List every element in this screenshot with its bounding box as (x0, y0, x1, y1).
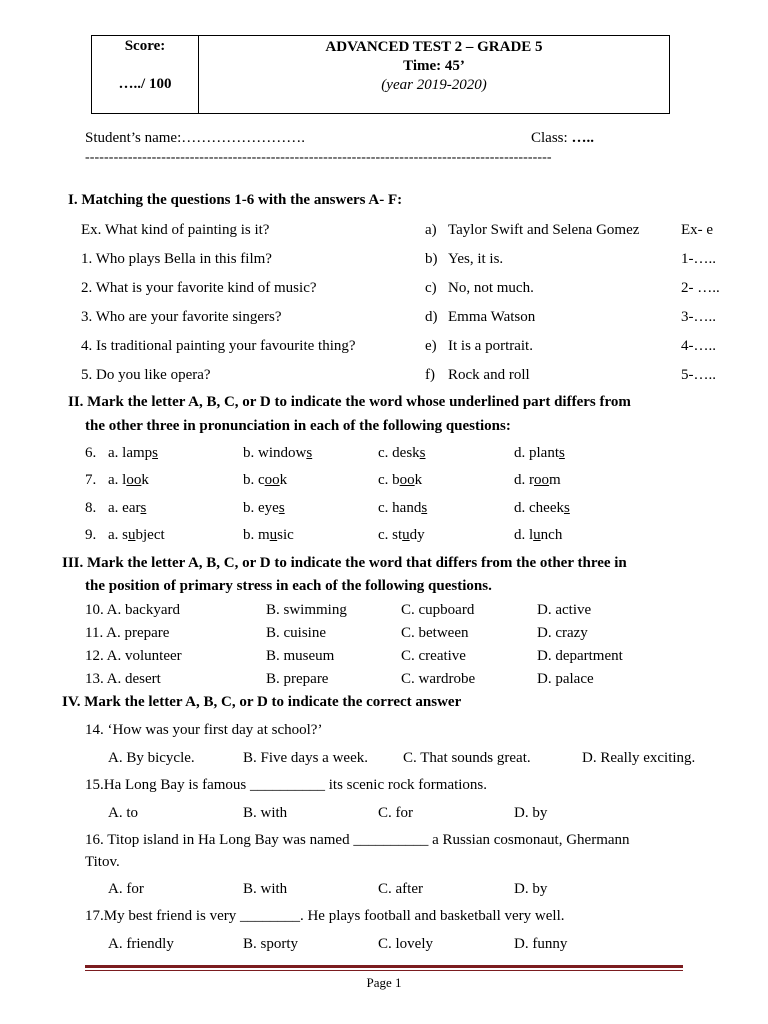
option-text-prefix: b. eye (243, 500, 279, 516)
q14-option-b: B. Five days a week. (243, 750, 368, 766)
section4-heading: IV. Mark the letter A, B, C, or D to indicate the correct answer (62, 694, 462, 710)
stress-option-b: B. prepare (266, 671, 329, 687)
underlined-part: oo (264, 472, 280, 488)
underlined-part: u (128, 527, 136, 543)
score-label: Score: (124, 38, 166, 54)
stress-option-c: C. between (401, 625, 469, 641)
matching-answer: Taylor Swift and Selena Gomez (448, 222, 640, 238)
q14-option-c: C. That sounds great. (403, 750, 531, 766)
option-text-prefix: b. c (243, 472, 265, 488)
section3-heading-line1: III. Mark the letter A, B, C, or D to indicate the word that differs from the other three in (62, 555, 627, 571)
underlined-part: oo (534, 472, 549, 488)
option-text-prefix: c. st (378, 527, 403, 543)
test-title-cell (199, 38, 669, 95)
stress-option-b: B. swimming (266, 602, 347, 618)
q17-text: 17.My best friend is very ________. He plays football and basketball very well. (85, 908, 565, 924)
stress-option-a: 10. A. backyard (85, 602, 180, 618)
q16-text-line2: Titov. (85, 854, 120, 870)
matching-key: 4-….. (681, 338, 716, 354)
underlined-part: u (402, 527, 410, 543)
stress-option-b: B. museum (266, 648, 335, 664)
matching-key: 3-….. (681, 309, 716, 325)
pronunciation-option-c (378, 500, 427, 517)
pronunciation-question-number: 8. (85, 500, 97, 516)
option-text-prefix: a. s (108, 527, 128, 543)
student-name-label: Student’s name:……………………. (85, 130, 305, 146)
header-box (91, 35, 670, 114)
class-field (531, 130, 594, 147)
option-text-prefix: c. hand (378, 500, 422, 516)
underlined-part: s (152, 445, 158, 461)
pronunciation-option-d (514, 445, 565, 462)
section2-heading-line1: II. Mark the letter A, B, C, or D to indicate the word whose underlined part differs from (68, 394, 631, 410)
matching-answer: It is a portrait. (448, 338, 533, 354)
matching-question: 5. Do you like opera? (81, 367, 211, 383)
stress-option-d: D. active (537, 602, 592, 618)
q16-text-line1: 16. Titop island in Ha Long Bay was named __________ a Russian cosmonaut, Ghermann (85, 832, 630, 848)
q17-option-d: D. funny (514, 936, 568, 952)
footer-rule-thin (85, 970, 683, 971)
stress-option-c: C. cupboard (401, 602, 475, 618)
q17-option-c: C. lovely (378, 936, 433, 952)
option-text-suffix: k (279, 472, 288, 488)
option-text-suffix: k (141, 472, 149, 488)
stress-option-c: C. wardrobe (401, 671, 476, 687)
matching-key: 1-….. (681, 251, 716, 267)
underlined-part: s (306, 445, 313, 461)
pronunciation-option-a (108, 445, 158, 462)
pronunciation-option-d (514, 472, 561, 489)
stress-option-d: D. palace (537, 671, 594, 687)
option-text-prefix: a. lamp (108, 445, 153, 461)
page-number: Page 1 (366, 975, 402, 990)
matching-answer-letter: c) (425, 280, 437, 296)
option-text-prefix: c. b (378, 472, 400, 488)
matching-question: 3. Who are your favorite singers? (81, 309, 282, 325)
test-title: ADVANCED TEST 2 – GRADE 5 (325, 39, 543, 55)
option-text-suffix: dy (409, 527, 425, 543)
option-text-prefix: b. window (243, 445, 307, 461)
matching-answer-letter: d) (425, 309, 438, 325)
underlined-part: s (140, 500, 147, 516)
matching-key: 2- ….. (681, 280, 720, 296)
stress-option-d: D. department (537, 648, 623, 664)
stress-option-d: D. crazy (537, 625, 588, 641)
option-text-prefix: a. l (108, 472, 127, 488)
dash-separator: -------------------------------------------------------------------------------------------------- (85, 150, 552, 165)
option-text-suffix: nch (540, 527, 563, 543)
matching-answer-letter: b) (425, 251, 438, 267)
underlined-part: u (269, 527, 278, 543)
q16-option-a: A. for (108, 881, 144, 897)
matching-key: Ex- e (681, 222, 714, 238)
q15-option-c: C. for (378, 805, 413, 821)
q16-option-d: D. by (514, 881, 548, 897)
q15-option-a: A. to (108, 805, 138, 821)
underlined-part: s (559, 445, 565, 461)
option-text-prefix: c. desk (378, 445, 420, 461)
underlined-part: s (419, 445, 426, 461)
option-text-suffix: m (549, 472, 561, 488)
section1-heading: I. Matching the questions 1-6 with the answers A- F: (68, 192, 403, 208)
matching-question: 4. Is traditional painting your favourite thing? (81, 338, 356, 354)
stress-option-b: B. cuisine (266, 625, 326, 641)
pronunciation-option-a (108, 500, 146, 517)
underlined-part: oo (126, 472, 142, 488)
pronunciation-option-b (243, 500, 285, 517)
pronunciation-option-c (378, 527, 425, 544)
matching-question: 1. Who plays Bella in this film? (81, 251, 272, 267)
matching-answer-letter: e) (425, 338, 437, 354)
matching-answer-letter: f) (425, 367, 435, 383)
q15-option-b: B. with (243, 805, 288, 821)
matching-question: 2. What is your favorite kind of music? (81, 280, 317, 296)
matching-answer: No, not much. (448, 280, 534, 296)
option-text-prefix: b. m (243, 527, 270, 543)
pronunciation-option-a (108, 527, 165, 544)
option-text-prefix: d. l (514, 527, 534, 543)
underlined-part: oo (399, 472, 415, 488)
section2-heading-line2: the other three in pronunciation in each of the following questions: (85, 418, 511, 434)
matching-answer: Rock and roll (448, 367, 530, 383)
matching-question: Ex. What kind of painting is it? (81, 222, 270, 238)
pronunciation-option-c (378, 445, 426, 462)
pronunciation-option-b (243, 527, 294, 544)
stress-option-a: 11. A. prepare (85, 625, 170, 641)
test-time: Time: 45’ (403, 58, 465, 74)
q17-option-b: B. sporty (243, 936, 299, 952)
q15-text: 15.Ha Long Bay is famous __________ its scenic rock formations. (85, 777, 488, 793)
class-value: ….. (571, 130, 594, 146)
stress-option-a: 12. A. volunteer (85, 648, 182, 664)
q16-option-b: B. with (243, 881, 288, 897)
q14-option-a: A. By bicycle. (108, 750, 195, 766)
score-value: …../ 100 (118, 76, 172, 92)
q14-option-d: D. Really exciting. (582, 750, 696, 766)
q16-option-c: C. after (378, 881, 423, 897)
matching-answer: Yes, it is. (448, 251, 504, 267)
underlined-part: s (563, 500, 570, 516)
section3-heading-line2: the position of primary stress in each of the following questions. (85, 578, 492, 594)
pronunciation-option-a (108, 472, 149, 489)
pronunciation-question-number: 9. (85, 527, 97, 543)
q15-option-d: D. by (514, 805, 548, 821)
stress-option-a: 13. A. desert (85, 671, 161, 687)
option-text-prefix: d. r (514, 472, 534, 488)
option-text-suffix: sic (277, 527, 294, 543)
option-text-suffix: k (414, 472, 423, 488)
stress-option-c: C. creative (401, 648, 466, 664)
pronunciation-option-d (514, 500, 570, 517)
q14-text: 14. ‘How was your first day at school?’ (85, 722, 323, 738)
underlined-part: s (278, 500, 285, 516)
option-text-prefix: d. cheek (514, 500, 564, 516)
class-label: Class: (531, 130, 568, 146)
footer-rule-thick (85, 965, 683, 968)
pronunciation-option-b (243, 472, 287, 489)
pronunciation-option-b (243, 445, 312, 462)
pronunciation-option-d (514, 527, 562, 544)
pronunciation-question-number: 7. (85, 472, 97, 488)
underlined-part: u (533, 527, 541, 543)
matching-answer-letter: a) (425, 222, 437, 238)
option-text-suffix: bject (135, 527, 165, 543)
matching-key: 5-….. (681, 367, 716, 383)
pronunciation-question-number: 6. (85, 445, 97, 461)
q17-option-a: A. friendly (108, 936, 174, 952)
option-text-prefix: d. plant (514, 445, 559, 461)
test-year: (year 2019-2020) (381, 77, 487, 93)
option-text-prefix: a. ear (108, 500, 141, 516)
matching-answer: Emma Watson (448, 309, 536, 325)
pronunciation-option-c (378, 472, 422, 489)
underlined-part: s (421, 500, 428, 516)
